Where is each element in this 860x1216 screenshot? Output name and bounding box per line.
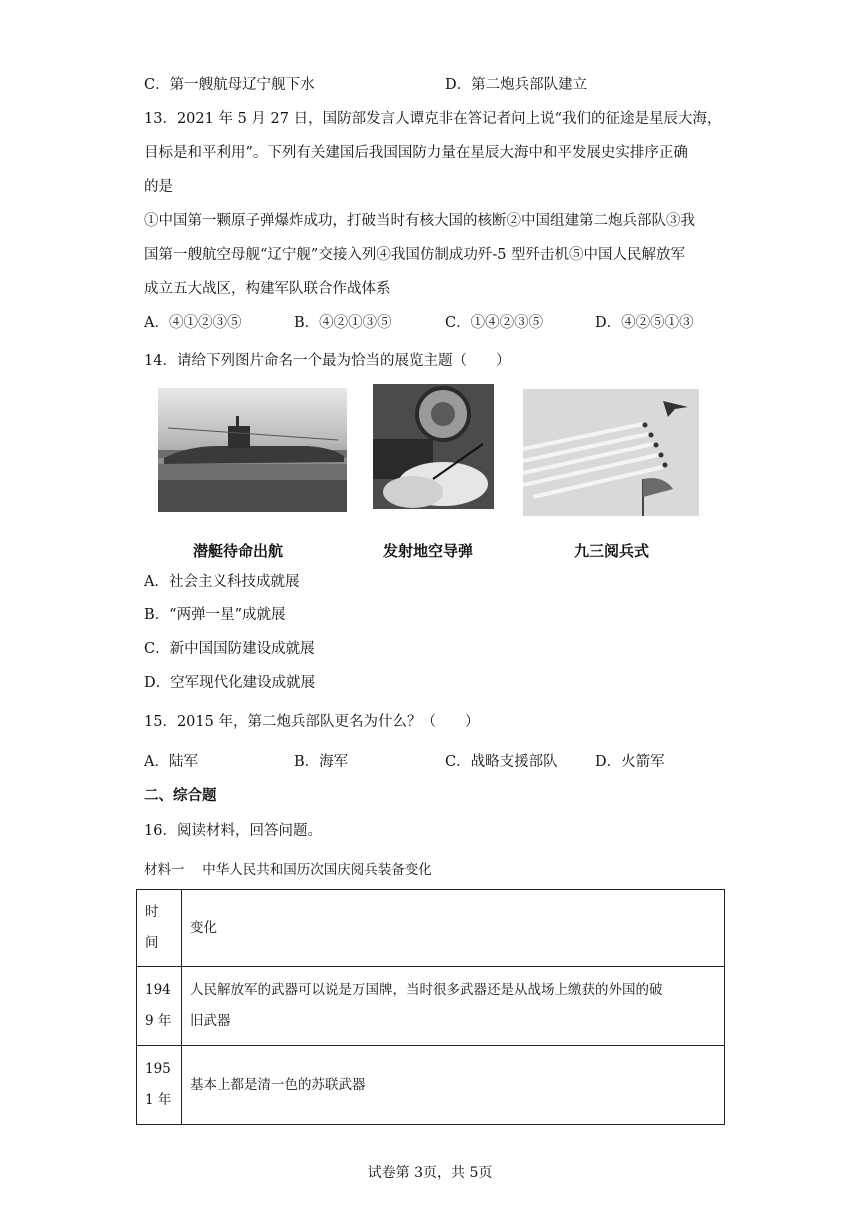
q13-line: 13．2021 年 5 月 27 日，国防部发言人谭克非在答记者问上说“我们的征途是星辰大海， — [144, 111, 722, 127]
q13-line: ①中国第一颗原子弹爆炸成功，打破当时有核大国的核断②中国组建第二炮兵部队③我 — [144, 213, 695, 229]
row-time — [137, 1046, 182, 1125]
row-change: 基本上都是清一色的苏联武器 — [182, 1046, 725, 1125]
row-time — [137, 967, 182, 1046]
q15-option-a: A．陆军 — [144, 754, 198, 770]
q15-stem: 15．2015 年，第二炮兵部队更名为什么？（ ） — [144, 714, 480, 730]
header-time-l2: 间 — [145, 935, 159, 951]
row-time-l1: 194 — [145, 982, 171, 998]
q13-option-c: C．①④②③⑤ — [445, 315, 544, 331]
missile-photo — [373, 384, 494, 509]
parade-photo — [523, 389, 699, 516]
q15-option-d: D．火箭军 — [595, 754, 665, 770]
submarine-photo — [158, 388, 347, 512]
q14-stem: 14．请给下列图片命名一个最为恰当的展览主题（ ） — [144, 353, 511, 369]
row-time-l2: 1 年 — [145, 1092, 172, 1108]
submarine-illustration — [158, 388, 347, 512]
table-header-row — [137, 890, 725, 967]
caption-submarine: 潜艇待命出航 — [193, 542, 284, 560]
q14-option-a: A．社会主义科技成就展 — [144, 574, 300, 590]
q12-option-d: D．第二炮兵部队建立 — [445, 77, 588, 93]
material-title: 材料一 中华人民共和国历次国庆阅兵装备变化 — [144, 862, 432, 878]
q16-stem: 16．阅读材料，回答问题。 — [144, 823, 322, 839]
caption-parade: 九三阅兵式 — [574, 542, 650, 560]
row-change-l1: 人民解放军的武器可以说是万国牌，当时很多武器还是从战场上缴获的外国的破 — [190, 982, 663, 998]
q14-option-c: C．新中国国防建设成就展 — [144, 641, 315, 657]
row-time-l1: 195 — [145, 1061, 171, 1077]
table-row — [137, 1046, 725, 1125]
missile-illustration — [373, 384, 494, 509]
q14-option-d: D．空军现代化建设成就展 — [144, 675, 316, 691]
header-time — [137, 890, 182, 967]
q13-line: 国第一艘航空母舰“辽宁舰”交接入列④我国仿制成功歼-5 型歼击机⑤中国人民解放军 — [144, 247, 686, 263]
page-footer: 试卷第 3页，共 5页 — [367, 1165, 493, 1181]
q12-option-c: C．第一艘航母辽宁舰下水 — [144, 77, 315, 93]
parade-illustration — [523, 389, 699, 516]
q15-option-c: C．战略支援部队 — [445, 754, 558, 770]
q13-line: 成立五大战区，构建军队联合作战体系 — [144, 281, 391, 297]
row-time-l2: 9 年 — [145, 1013, 172, 1029]
row-change — [182, 967, 725, 1046]
q14-option-b: B．“两弹一星”成就展 — [144, 607, 286, 623]
q13-option-d: D．④②⑤①③ — [595, 315, 694, 331]
q13-option-a: A．④①②③⑤ — [144, 315, 242, 331]
q13-option-b: B．④②①③⑤ — [294, 315, 392, 331]
q15-option-b: B．海军 — [294, 754, 349, 770]
section-heading: 二、综合题 — [144, 787, 217, 804]
header-time-l1: 时 — [145, 904, 159, 920]
q13-line: 的是 — [144, 179, 173, 195]
header-change: 变化 — [182, 890, 725, 967]
material-table — [136, 889, 725, 1125]
q13-line: 目标是和平利用”。下列有关建国后我国国防力量在星辰大海中和平发展史实排序正确 — [144, 145, 688, 161]
row-change-l2: 旧武器 — [190, 1013, 231, 1029]
table-row — [137, 967, 725, 1046]
caption-missile: 发射地空导弹 — [383, 542, 474, 560]
